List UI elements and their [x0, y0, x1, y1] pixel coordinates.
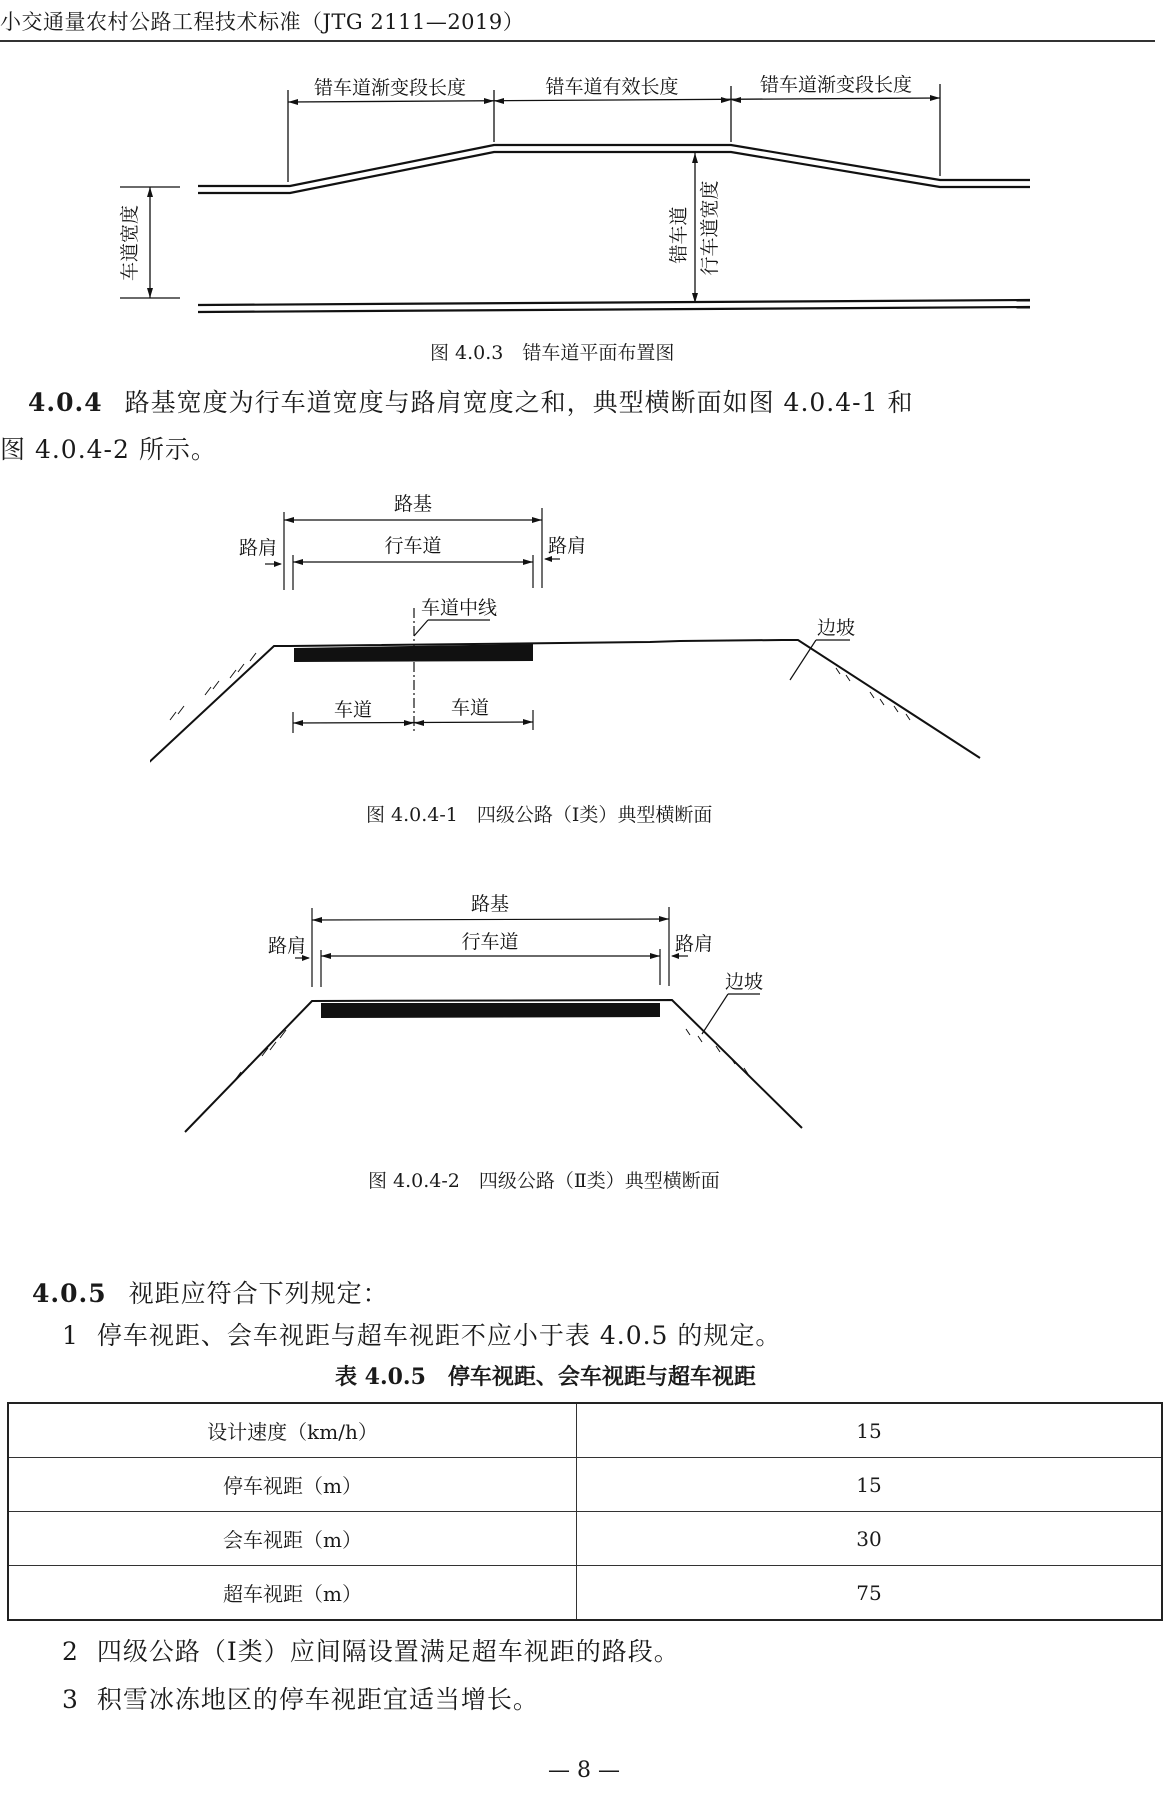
- figure-passing-bay-plan: [0, 60, 1168, 320]
- table-row: 会车视距（m） 30: [8, 1512, 1162, 1566]
- list-item-1: 1 停车视距、会车视距与超车视距不应小于表 4.0.5 的规定。: [62, 1321, 782, 1350]
- label-slope: 边坡: [724, 971, 764, 993]
- sight-distance-table: [7, 1402, 1163, 1621]
- running-header: 小交通量农村公路工程技术标准（JTG 2111—2019）: [0, 10, 525, 34]
- label-slope: 边坡: [816, 617, 856, 639]
- label-shoulder-right: 路肩: [548, 535, 587, 557]
- table-row: 超车视距（m） 75: [8, 1566, 1162, 1621]
- label-carriageway: 行车道: [384, 535, 442, 557]
- page-number: — 8 —: [548, 1758, 620, 1783]
- section-4-0-4-line2: 图 4.0.4-2 所示。: [0, 435, 217, 464]
- figure-4-0-3-caption: 图 4.0.3 错车道平面布置图: [430, 342, 675, 364]
- figure-cross-section-class-2: [150, 870, 1000, 1190]
- figure-4-0-4-2-caption: 图 4.0.4-2 四级公路（Ⅱ类）典型横断面: [368, 1170, 720, 1192]
- label-passing-lane: 错车道: [668, 206, 690, 264]
- label-carriageway-width: 行车道宽度: [699, 180, 721, 276]
- label-transition-left: 错车道渐变段长度: [313, 77, 467, 99]
- label-shoulder-left: 路肩: [267, 935, 306, 957]
- figure-cross-section-class-1: [150, 480, 1000, 780]
- label-carriageway: 行车道: [461, 931, 519, 953]
- label-shoulder-right: 路肩: [675, 933, 714, 955]
- section-4-0-4-line1: 4.0.4 路基宽度为行车道宽度与路肩宽度之和，典型横断面如图 4.0.4-1 和: [28, 388, 914, 417]
- section-number: 4.0.4: [28, 388, 103, 417]
- label-lane-right: 车道: [450, 697, 490, 719]
- label-subgrade: 路基: [393, 493, 433, 515]
- section-4-0-5-intro: 4.0.5 视距应符合下列规定：: [32, 1279, 389, 1308]
- list-item-3: 3 积雪冰冻地区的停车视距宜适当增长。: [62, 1685, 539, 1714]
- label-shoulder-left: 路肩: [238, 537, 277, 559]
- label-lane-left: 车道: [333, 699, 373, 721]
- header-divider: [0, 40, 1155, 42]
- label-transition-right: 错车道渐变段长度: [759, 74, 913, 96]
- figure-4-0-4-1-caption: 图 4.0.4-1 四级公路（Ⅰ类）典型横断面: [366, 804, 713, 826]
- label-effective-length: 错车道有效长度: [545, 76, 679, 98]
- label-lane-width: 车道宽度: [119, 204, 141, 282]
- table-title: 表 4.0.5 停车视距、会车视距与超车视距: [335, 1364, 756, 1390]
- section-number: 4.0.5: [32, 1279, 107, 1308]
- label-centerline: 车道中线: [420, 597, 498, 619]
- list-item-2: 2 四级公路（Ⅰ类）应间隔设置满足超车视距的路段。: [62, 1637, 680, 1666]
- table-row: 停车视距（m） 15: [8, 1458, 1162, 1512]
- label-subgrade: 路基: [470, 893, 510, 915]
- table-row: 设计速度（km/h） 15: [8, 1403, 1162, 1458]
